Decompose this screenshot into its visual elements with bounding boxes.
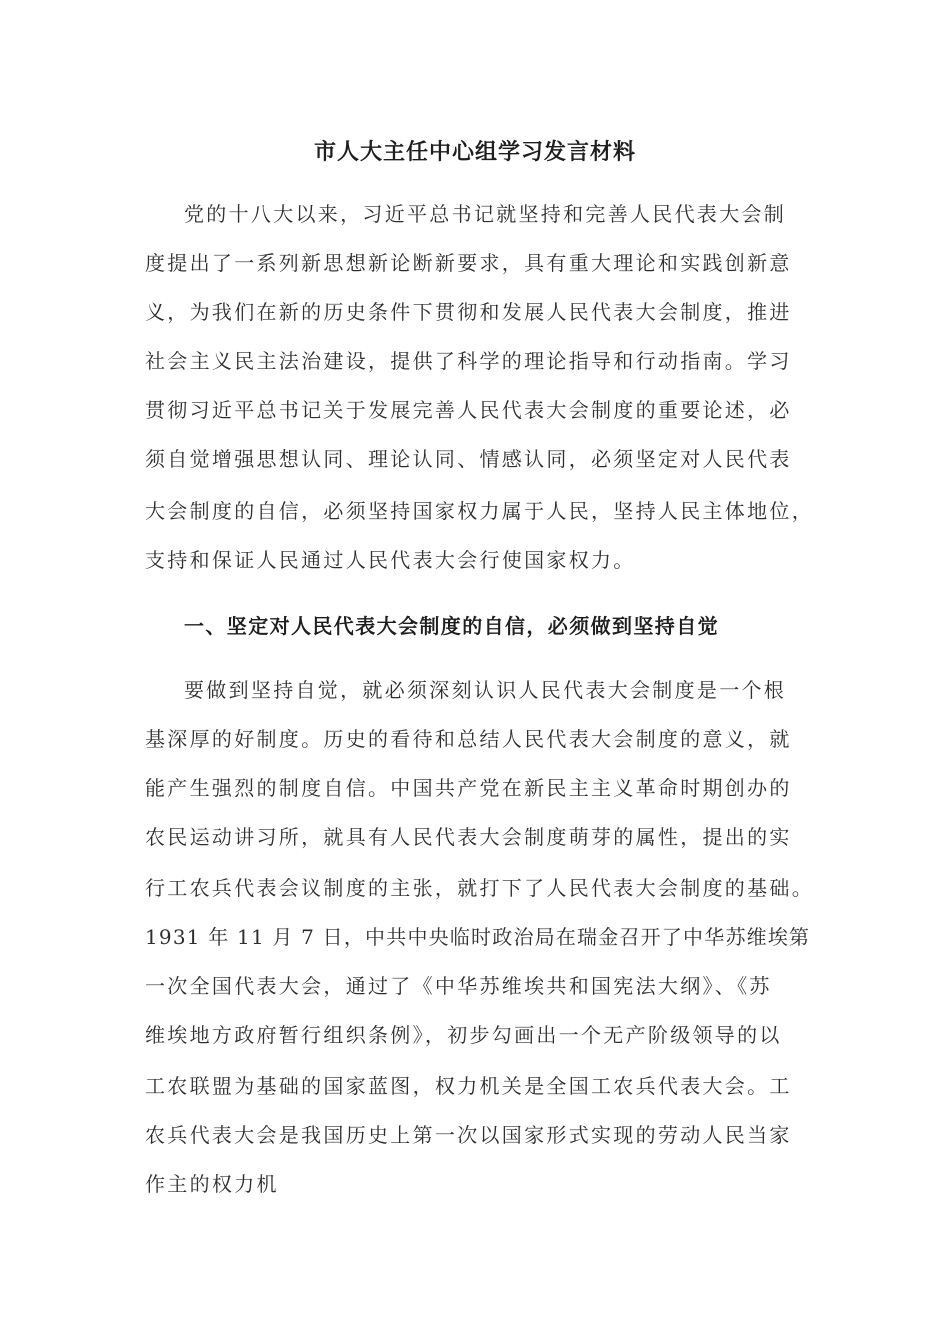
paragraph-line: 维埃地方政府暂行组织条例》，初步勾画出一个无产阶级领导的以 (145, 1023, 782, 1047)
paragraph-line: 支持和保证人民通过人民代表大会行使国家权力。 (145, 548, 636, 572)
paragraph-line: 党的十八大以来，习近平总书记就坚持和完善人民代表大会制 (184, 202, 787, 226)
paragraph-line: 农兵代表大会是我国历史上第一次以国家形式实现的劳动人民当家 (145, 1123, 792, 1147)
paragraph-line: 能产生强烈的制度自信。中国共产党在新民主主义革命时期创办的 (145, 776, 792, 800)
paragraph-line: 大会制度的自信，必须坚持国家权力属于人民，坚持人民主体地位， (145, 499, 814, 523)
paragraph-line: 一次全国代表大会，通过了《中华苏维埃共和国宪法大纲》、《苏 (145, 974, 772, 998)
paragraph-line: 作主的权力机 (145, 1172, 279, 1196)
paragraph-line: 工农联盟为基础的国家蓝图，权力机关是全国工农兵代表大会。工 (145, 1074, 792, 1098)
paragraph-line: 行工农兵代表会议制度的主张，就打下了人民代表大会制度的基础。 (145, 876, 814, 900)
paragraph-line: 农民运动讲习所，就具有人民代表大会制度萌芽的属性，提出的实 (145, 825, 792, 849)
section-heading: 一、坚定对人民代表大会制度的自信，必须做到坚持自觉 (184, 614, 719, 638)
paragraph-line: 度提出了一系列新思想新论断新要求，具有重大理论和实践创新意 (145, 251, 792, 275)
paragraph-line: 贯彻习近平总书记关于发展完善人民代表大会制度的重要论述，必 (145, 398, 792, 422)
document-title: 市人大主任中心组学习发言材料 (313, 139, 636, 165)
paragraph-line: 须自觉增强思想认同、理论认同、情感认同，必须坚定对人民代表 (145, 447, 792, 471)
paragraph-line: 义，为我们在新的历史条件下贯彻和发展人民代表大会制度，推进 (145, 300, 792, 324)
paragraph-line: 社会主义民主法治建设，提供了科学的理论指导和行动指南。学习 (145, 349, 792, 373)
paragraph-line: 要做到坚持自觉，就必须深刻认识人民代表大会制度是一个根 (184, 678, 787, 702)
paragraph-line: 基深厚的好制度。历史的看待和总结人民代表大会制度的意义，就 (145, 727, 792, 751)
paragraph-line: 1931 年 11 月 7 日，中共中央临时政治局在瑞金召开了中华苏维埃第 (145, 925, 811, 949)
